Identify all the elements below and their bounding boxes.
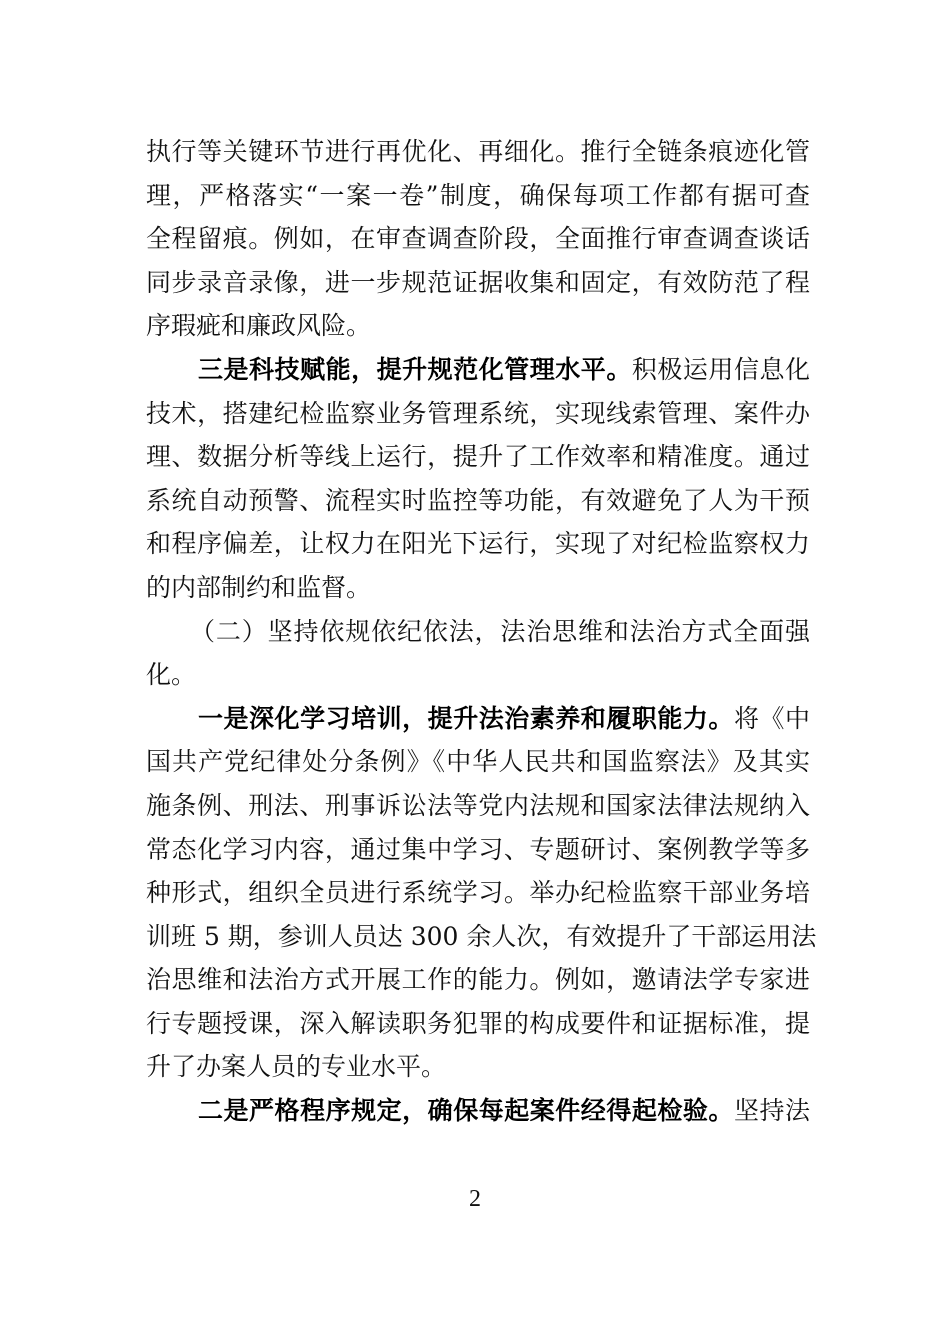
text-line: 的内部制约和监督。 xyxy=(146,572,372,602)
page-number: 2 xyxy=(469,1186,481,1212)
text-line: 治思维和法治方式开展工作的能力。例如，邀请法学专家进 xyxy=(146,965,810,995)
text-line: 国共产党纪律处分条例》《中华人民共和国监察法》及其实 xyxy=(146,747,810,777)
paragraph-point-two xyxy=(146,1089,810,1133)
text-line: 系统自动预警、流程实时监控等功能，有效避免了人为干预 xyxy=(146,485,810,515)
section-heading-line: 化。 xyxy=(146,660,197,690)
text-line: 同步录音录像，进一步规范证据收集和固定，有效防范了程 xyxy=(146,267,810,297)
section-heading xyxy=(146,610,810,697)
text-line xyxy=(146,1089,810,1133)
point-lead-heading: 二是严格程序规定，确保每起案件经得起检验。 xyxy=(198,1096,734,1126)
text-line: 技术，搭建纪检监察业务管理系统，实现线索管理、案件办 xyxy=(146,398,810,428)
text-line: 理，严格落实“一案一卷”制度，确保每项工作都有据可查 xyxy=(146,180,810,210)
point-lead-heading: 一是深化学习培训，提升法治素养和履职能力。 xyxy=(198,703,734,733)
text-line: 常态化学习内容，通过集中学习、专题研讨、案例教学等多 xyxy=(146,834,810,864)
text-line: 和程序偏差，让权力在阳光下运行，实现了对纪检监察权力 xyxy=(146,529,810,559)
text-line: 执行等关键环节进行再优化、再细化。推行全链条痕迹化管 xyxy=(146,137,810,166)
paragraph-point-three xyxy=(146,348,810,610)
text-line: 理、数据分析等线上运行，提升了工作效率和精准度。通过 xyxy=(146,442,810,472)
text-line: 全程留痕。例如，在审查调查阶段，全面推行审查调查谈话 xyxy=(146,224,810,254)
paragraph-continuation xyxy=(146,130,810,348)
point-text: 将《中 xyxy=(733,703,810,733)
text-line: 训班 5 期，参训人员达 300 余人次，有效提升了干部运用法 xyxy=(146,921,817,951)
point-text: 积极运用信息化 xyxy=(631,354,810,384)
text-line xyxy=(146,348,810,392)
text-line: 行专题授课，深入解读职务犯罪的构成要件和证据标准，提 xyxy=(146,1008,810,1038)
text-line: 施条例、刑法、刑事诉讼法等党内法规和国家法律法规纳入 xyxy=(146,790,810,820)
text-line: 种形式，组织全员进行系统学习。举办纪检监察干部业务培 xyxy=(146,878,810,908)
text-line xyxy=(146,697,810,741)
text-line: 升了办案人员的专业水平。 xyxy=(146,1052,447,1082)
section-heading-line: （二）坚持依规依纪依法，法治思维和法治方式全面强 xyxy=(190,616,810,646)
point-lead-heading: 三是科技赋能，提升规范化管理水平。 xyxy=(198,354,632,384)
body-text xyxy=(146,130,817,1133)
point-text: 坚持法 xyxy=(733,1096,810,1126)
paragraph-point-one xyxy=(146,697,817,1089)
text-line: 序瑕疵和廉政风险。 xyxy=(146,311,372,341)
